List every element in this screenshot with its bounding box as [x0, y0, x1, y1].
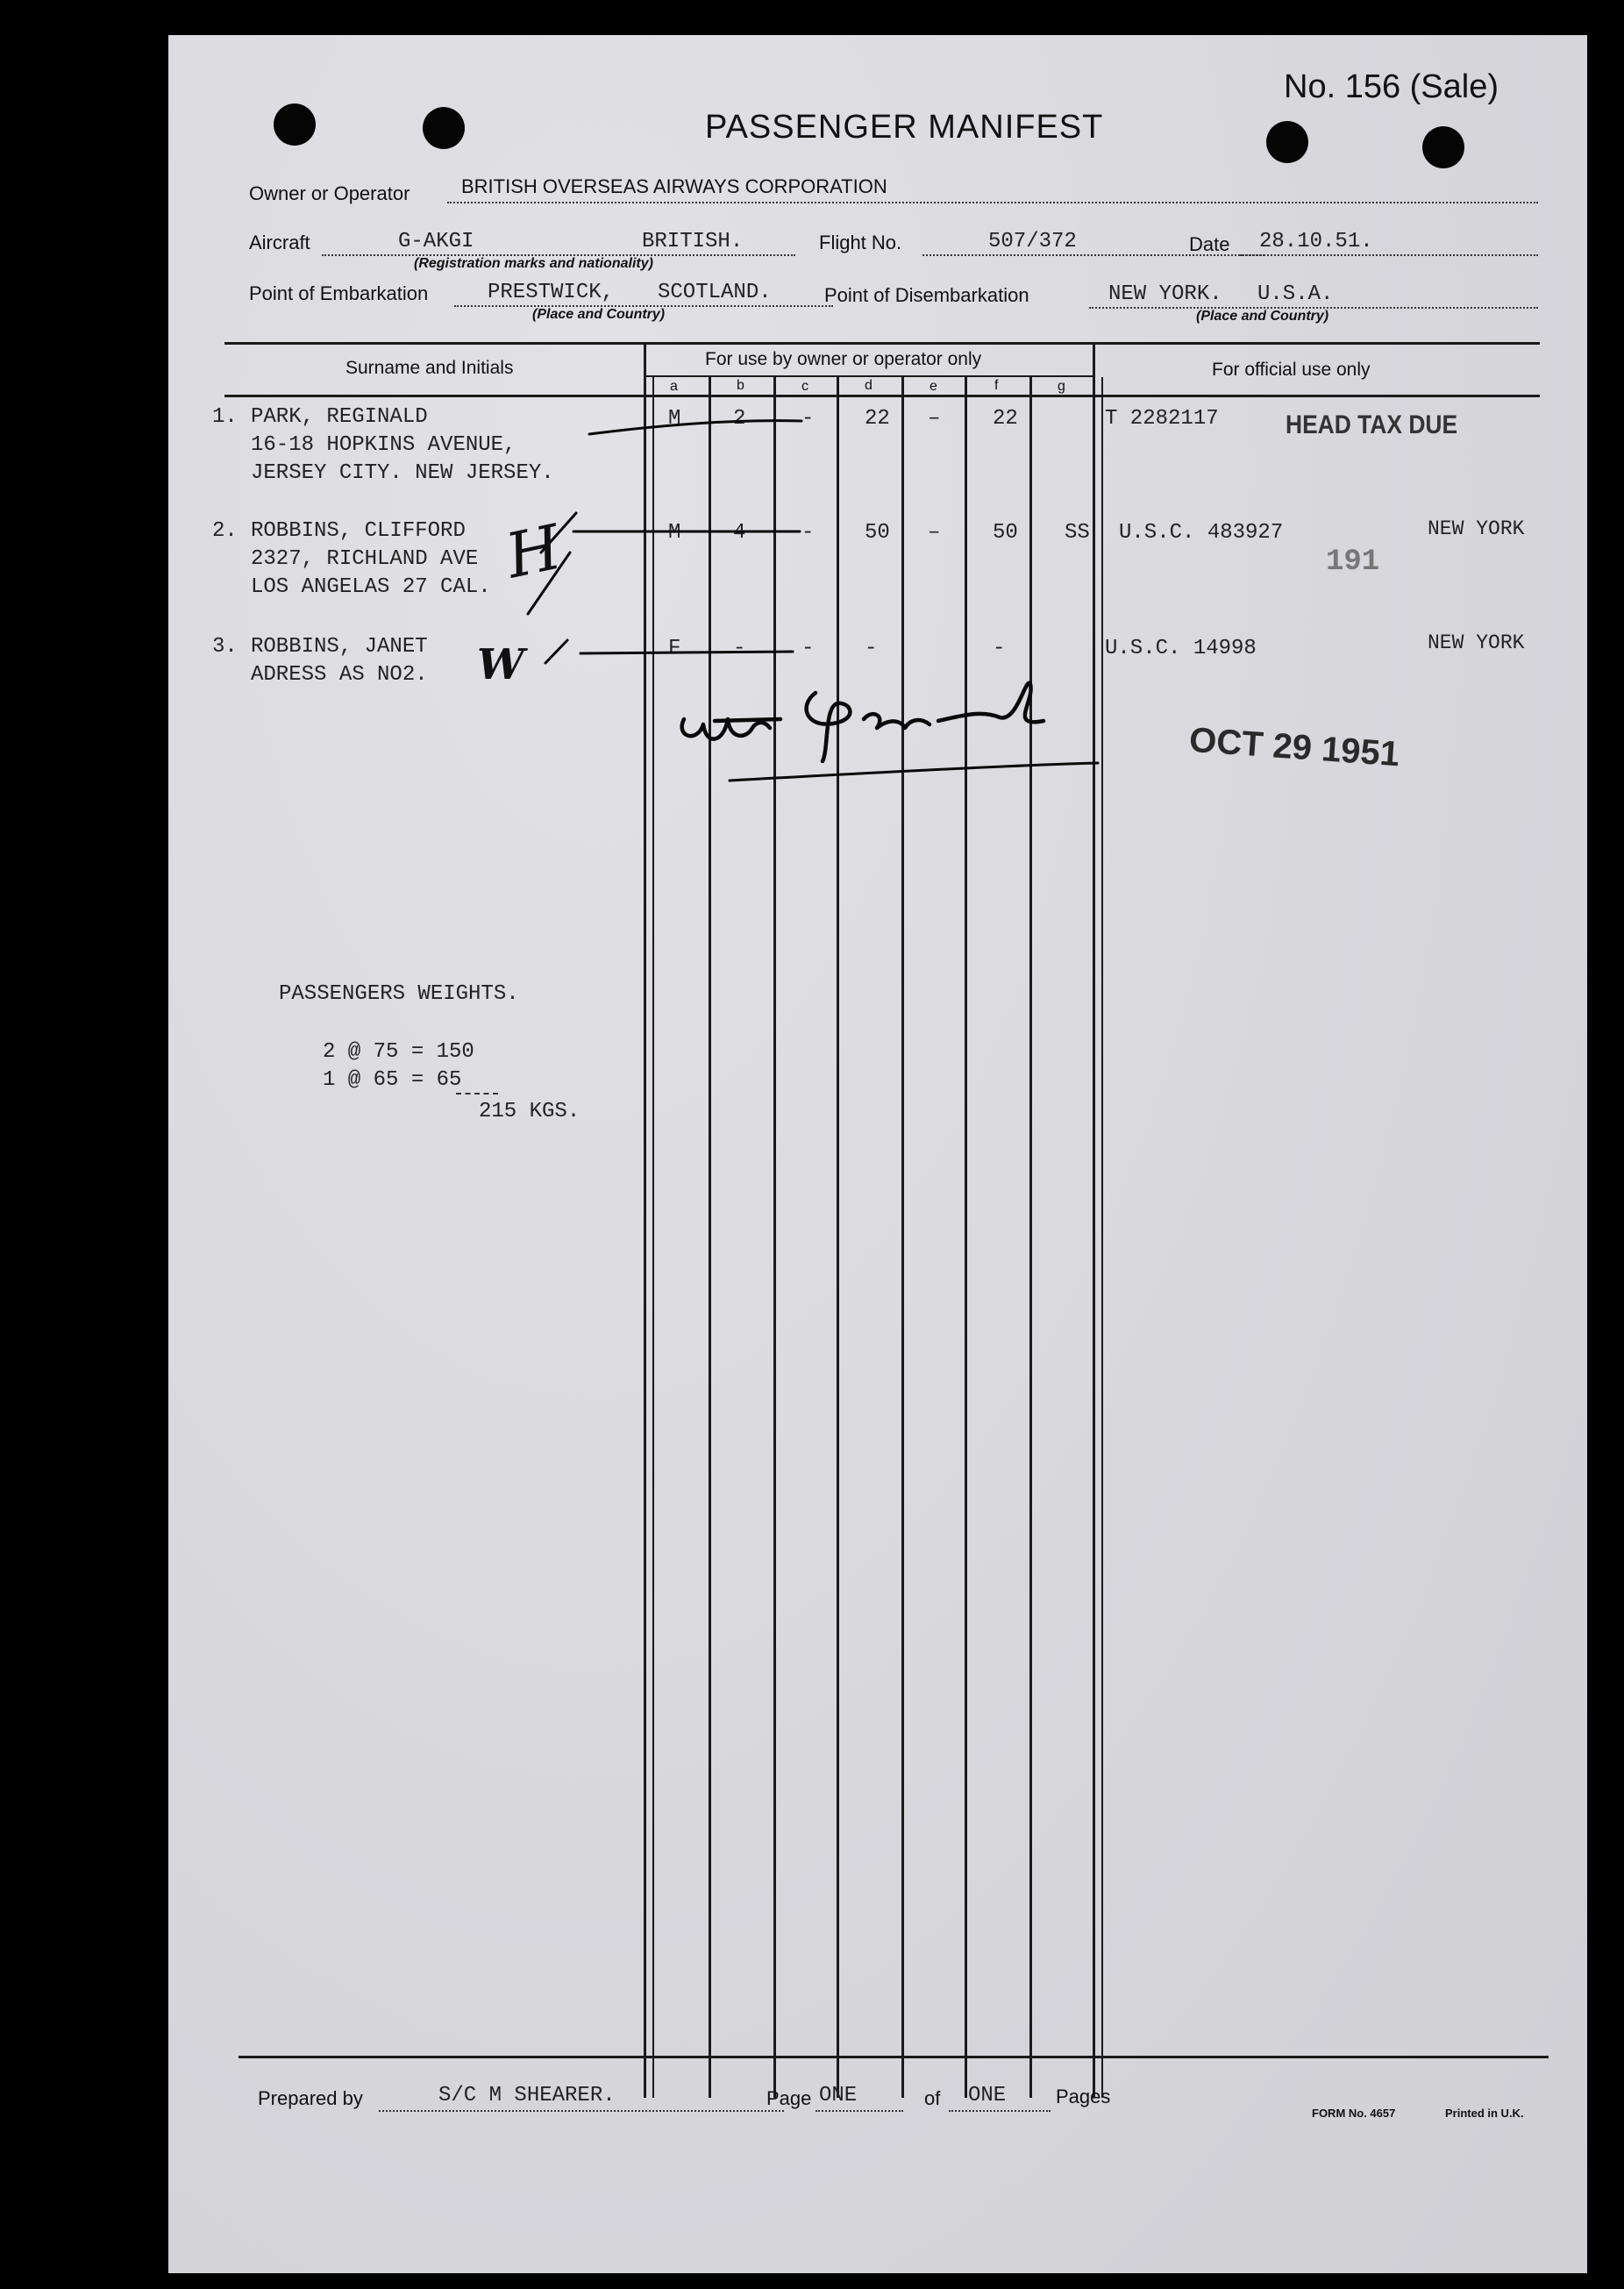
disembarkation-note: (Place and Country) — [1196, 309, 1329, 324]
signature — [675, 667, 1131, 763]
cell-f: 22 — [993, 407, 1018, 431]
aircraft-registration: G-AKGI — [398, 230, 474, 253]
passenger-address: 16-18 HOPKINS AVENUE, — [251, 433, 516, 457]
row-number: 1. — [212, 405, 238, 429]
column-letter: d — [865, 378, 873, 393]
slash-mark — [545, 640, 567, 663]
cell-b: - — [733, 637, 746, 660]
weights-underline — [456, 1093, 498, 1095]
cell-g: SS — [1065, 521, 1090, 545]
passenger-address: JERSEY CITY. NEW JERSEY. — [251, 461, 554, 485]
page-title: PASSENGER MANIFEST — [705, 109, 1104, 146]
cell-a: M — [668, 407, 681, 431]
of-value: ONE — [968, 2084, 1007, 2107]
number-stamp: 191 — [1326, 546, 1380, 579]
row-number: 3. — [212, 635, 238, 659]
disembarkation-label: Point of Disembarkation — [824, 284, 1029, 306]
flight-label: Flight No. — [819, 232, 902, 253]
cell-d: 22 — [865, 407, 890, 431]
column-letter: b — [737, 378, 744, 393]
owner-value: BRITISH OVERSEAS AIRWAYS CORPORATION — [461, 175, 887, 197]
strike-line — [589, 421, 801, 434]
embarkation-label: Point of Embarkation — [249, 282, 429, 304]
date-value: 28.10.51. — [1259, 230, 1373, 253]
column-letter: c — [801, 379, 808, 394]
weights-total: 215 KGS. — [479, 1100, 581, 1123]
manifest-paper — [168, 35, 1587, 2273]
footer-rule — [239, 2056, 1549, 2058]
handwritten-mark: H — [500, 510, 567, 593]
prepared-label: Prepared by — [258, 2087, 363, 2109]
embarkation-country: SCOTLAND. — [658, 281, 772, 304]
strike-line — [581, 652, 793, 653]
destination: NEW YORK — [1428, 631, 1525, 654]
disembarkation-place: NEW YORK. — [1108, 282, 1222, 306]
cell-a: F — [668, 637, 681, 660]
page-dotted-line — [816, 2110, 903, 2112]
official-number: T 2282117 — [1105, 407, 1219, 431]
date-stamp: OCT 29 1951 — [1187, 720, 1401, 774]
destination: NEW YORK — [1428, 517, 1525, 540]
header-official-use: For official use only — [1212, 360, 1371, 380]
form-code: FORM No. 4657 — [1312, 2107, 1396, 2120]
aircraft-label: Aircraft — [249, 232, 310, 253]
form-number: No. 156 (Sale) — [1284, 68, 1499, 105]
prepared-by: S/C M SHEARER. — [438, 2084, 616, 2107]
cell-c: - — [801, 407, 815, 431]
flight-number: 507/372 — [988, 230, 1077, 253]
weights-line: 1 @ 65 = 65 — [323, 1068, 462, 1092]
passenger-address: ADRESS AS NO2. — [251, 663, 428, 687]
cell-d: 50 — [865, 521, 890, 545]
prepared-dotted-line — [379, 2110, 784, 2112]
cell-e: – — [928, 521, 941, 545]
printed-in: Printed in U.K. — [1445, 2107, 1524, 2120]
of-dotted-line — [949, 2110, 1051, 2112]
pages-label: Pages — [1056, 2086, 1111, 2107]
of-label: of — [924, 2087, 941, 2109]
cell-d: - — [865, 637, 878, 660]
cell-f: 50 — [993, 521, 1018, 545]
passenger-address: LOS ANGELAS 27 CAL. — [251, 575, 491, 599]
cell-f: - — [993, 637, 1006, 660]
signature-underline — [730, 763, 1098, 781]
official-number: U.S.C. 483927 — [1119, 521, 1284, 545]
column-letter: e — [930, 379, 937, 394]
cell-a: M — [668, 521, 681, 545]
cell-b: 2 — [733, 407, 746, 431]
disembarkation-country: U.S.A. — [1257, 282, 1334, 306]
cell-c: - — [801, 637, 815, 660]
cell-e: – — [928, 407, 941, 431]
embarkation-place: PRESTWICK, — [488, 281, 615, 304]
weights-heading: PASSENGERS WEIGHTS. — [279, 982, 519, 1006]
date-label: Date — [1189, 233, 1230, 255]
row-number: 2. — [212, 519, 238, 543]
handwritten-mark: W — [477, 640, 524, 689]
column-letter: a — [670, 379, 678, 394]
column-letter: g — [1058, 379, 1065, 394]
page-value: ONE — [819, 2084, 858, 2107]
cell-c: - — [801, 521, 815, 545]
passenger-address: 2327, RICHLAND AVE — [251, 547, 479, 571]
embarkation-note: (Place and Country) — [532, 307, 666, 322]
aircraft-note: (Registration marks and nationality) — [414, 256, 653, 271]
header-owner-use: For use by owner or operator only — [705, 349, 982, 369]
header-surname: Surname and Initials — [345, 358, 514, 378]
owner-label: Owner or Operator — [249, 182, 410, 204]
passenger-name: ROBBINS, CLIFFORD — [251, 519, 466, 543]
passenger-name: ROBBINS, JANET — [251, 635, 428, 659]
passenger-name: PARK, REGINALD — [251, 405, 428, 429]
cell-b: 4 — [733, 521, 746, 545]
official-number: U.S.C. 14998 — [1105, 637, 1257, 660]
page-label: Page — [766, 2087, 812, 2109]
aircraft-nationality: BRITISH. — [642, 230, 744, 253]
head-tax-stamp: HEAD TAX DUE — [1286, 410, 1458, 439]
weights-line: 2 @ 75 = 150 — [323, 1040, 474, 1064]
column-letter: f — [994, 378, 999, 393]
